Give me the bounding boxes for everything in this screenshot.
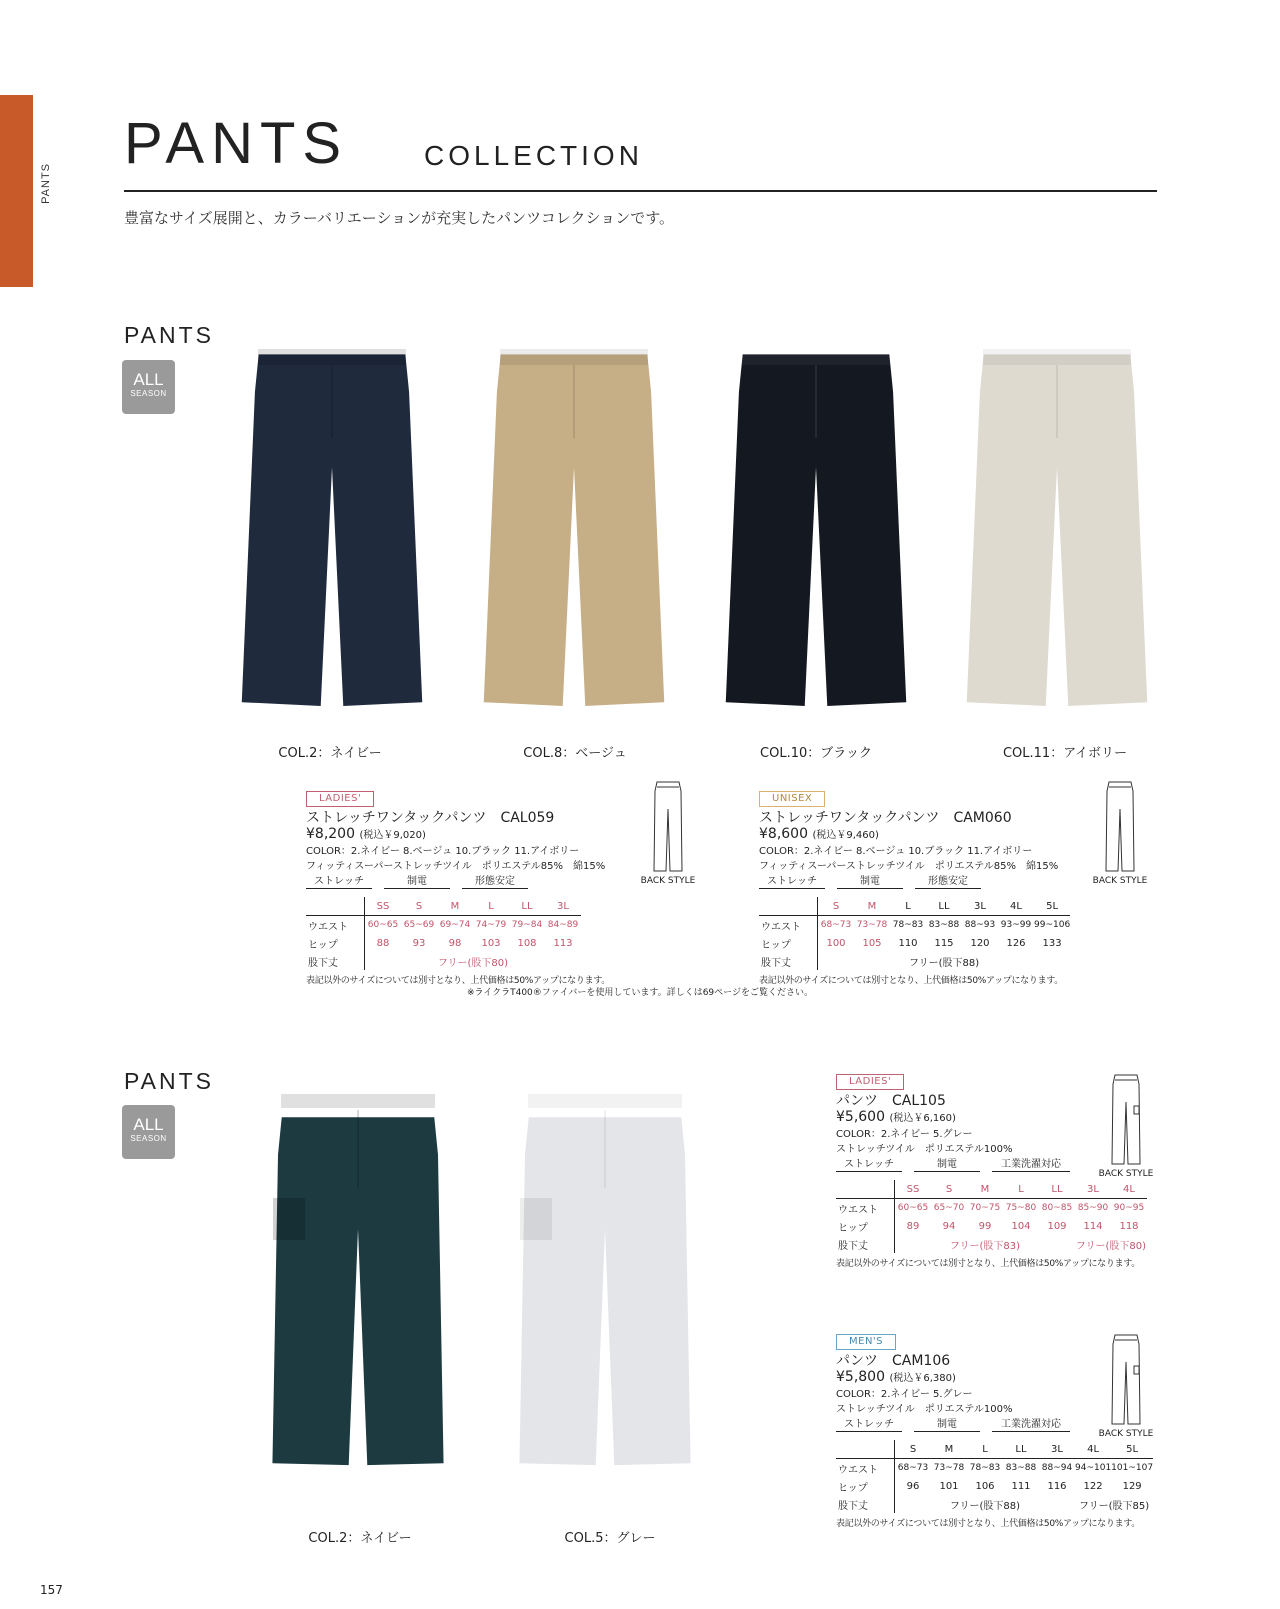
feature-industrial-wash: 工業洗濯対応: [992, 1158, 1070, 1172]
size-table: S M L LL 3L 4L 5L ウエスト 68~73 73~78 78~83 83~88 88~93 93~99 99~106 ヒップ 100 105 110 115 120 126 133 股下丈 フリー(股下88): [759, 897, 1070, 970]
feature-stretch: ストレッチ: [836, 1158, 902, 1172]
page-subtitle: COLLECTION: [424, 140, 643, 171]
feature-antistatic: 制電: [384, 875, 450, 889]
pants-photo-beige: [480, 343, 668, 723]
season-badge-line2: SEASON: [130, 1134, 167, 1143]
feature-stretch: ストレッチ: [836, 1418, 902, 1432]
back-style-icon: [1105, 781, 1135, 873]
season-badge-line2: SEASON: [130, 389, 167, 398]
feature-stretch: ストレッチ: [759, 875, 825, 889]
product-name: パンツ CAM106: [836, 1353, 951, 1369]
product-price: ¥8,200 (税込￥9,020): [306, 826, 426, 842]
lycra-footnote: ※ライクラT400®ファイバーを使用しています。詳しくは69ページをご覧ください。: [467, 988, 813, 998]
back-style-icon: [1111, 1334, 1141, 1426]
product-price: ¥5,800 (税込￥6,380): [836, 1369, 956, 1385]
title-divider: [124, 190, 1157, 192]
product-cal059: [306, 791, 610, 986]
product-price: ¥8,600 (税込￥9,460): [759, 826, 879, 842]
feature-industrial-wash: 工業洗濯対応: [992, 1418, 1070, 1432]
pants-photo-navy-cargo: [265, 1088, 451, 1500]
back-style-cal105: BACK STYLE: [1091, 1074, 1161, 1179]
section-tab-marker: [0, 95, 33, 287]
side-section-label: PANTS: [40, 163, 52, 204]
size-table: SS S M L LL 3L ウエスト 60~65 65~69 69~74 74~79 79~84 84~89 ヒップ 88 93 98 103 108 113 股下丈 フリー(股下80): [306, 897, 581, 970]
intro-text: 豊富なサイズ展開と、カラーバリエーションが充実したパンツコレクションです。: [124, 209, 675, 227]
season-badge-line1: ALL: [133, 1115, 164, 1134]
feature-antistatic: 制電: [837, 875, 903, 889]
feature-list: [306, 875, 610, 889]
caption-beige: COL.8：ベージュ: [523, 746, 627, 761]
section-2-heading: PANTS: [124, 1068, 214, 1094]
gender-tag: LADIES': [306, 791, 374, 807]
product-price: ¥5,600 (税込￥6,160): [836, 1109, 956, 1125]
material: ストレッチツイル ポリエステル100%: [836, 1144, 1013, 1155]
pants-photo-ivory: [963, 343, 1151, 723]
pants-photo-navy: [238, 343, 426, 723]
size-note: 表記以外のサイズについては別寸となり、上代価格は50%アップになります。: [306, 976, 610, 986]
back-style-cam060: BACK STYLE: [1085, 781, 1155, 886]
gender-tag: MEN'S: [836, 1334, 896, 1350]
product-cam060: [759, 791, 1070, 986]
product-name: ストレッチワンタックパンツ CAL059: [306, 810, 555, 826]
color-list: COLOR：2.ネイビー 8.ベージュ 10.ブラック 11.アイボリー: [759, 846, 1033, 857]
caption-grey-cargo: COL.5：グレー: [564, 1531, 656, 1546]
season-badge-line1: ALL: [133, 370, 164, 389]
size-table: SS S M L LL 3L 4L ウエスト 60~65 65~70 70~75 75~80 80~85 85~90 90~95 ヒップ 89 94 99 104 109 114 118 股下丈 フリー(股下83) フリー(股下80): [836, 1180, 1147, 1253]
feature-antistatic: 制電: [914, 1158, 980, 1172]
feature-shape-stable: 形態安定: [462, 875, 528, 889]
gender-tag: UNISEX: [759, 791, 825, 807]
color-list: COLOR：2.ネイビー 8.ベージュ 10.ブラック 11.アイボリー: [306, 846, 580, 857]
size-note: 表記以外のサイズについては別寸となり、上代価格は50%アップになります。: [836, 1259, 1140, 1269]
feature-stretch: ストレッチ: [306, 875, 372, 889]
material: フィッティスーパーストレッチツイル ポリエステル85% 綿15%: [759, 861, 1059, 872]
all-season-badge: [122, 1105, 175, 1159]
pants-photo-grey-cargo: [512, 1088, 698, 1500]
feature-list: [759, 875, 1070, 889]
caption-black: COL.10：ブラック: [760, 746, 872, 761]
product-name: ストレッチワンタックパンツ CAM060: [759, 810, 1012, 826]
page-number: 157: [40, 1583, 63, 1597]
all-season-badge: [122, 360, 175, 414]
material: フィッティスーパーストレッチツイル ポリエステル85% 綿15%: [306, 861, 606, 872]
caption-navy-cargo: COL.2：ネイビー: [308, 1531, 412, 1546]
caption-ivory: COL.11：アイボリー: [1002, 746, 1128, 761]
feature-antistatic: 制電: [914, 1418, 980, 1432]
product-name: パンツ CAL105: [836, 1093, 946, 1109]
size-table: S M L LL 3L 4L 5L ウエスト 68~73 73~78 78~83 83~88 88~94 94~101 101~107 ヒップ 96 101 106 111 116 122 129 股下丈 フリー(股下88) フリー(股下85): [836, 1440, 1153, 1513]
section-1-heading: PANTS: [124, 322, 214, 348]
feature-shape-stable: 形態安定: [915, 875, 981, 889]
page-title: PANTS: [124, 111, 349, 176]
back-style-cam106: BACK STYLE: [1091, 1334, 1161, 1439]
color-list: COLOR：2.ネイビー 5.グレー: [836, 1129, 973, 1140]
caption-navy: COL.2：ネイビー: [278, 746, 382, 761]
size-note: 表記以外のサイズについては別寸となり、上代価格は50%アップになります。: [759, 976, 1063, 986]
pants-photo-black: [722, 343, 910, 723]
back-style-icon: [653, 781, 683, 873]
back-style-cal059: BACK STYLE: [633, 781, 703, 886]
material: ストレッチツイル ポリエステル100%: [836, 1404, 1013, 1415]
gender-tag: LADIES': [836, 1074, 904, 1090]
size-note: 表記以外のサイズについては別寸となり、上代価格は50%アップになります。: [836, 1519, 1140, 1529]
back-style-icon: [1111, 1074, 1141, 1166]
color-list: COLOR：2.ネイビー 5.グレー: [836, 1389, 973, 1400]
